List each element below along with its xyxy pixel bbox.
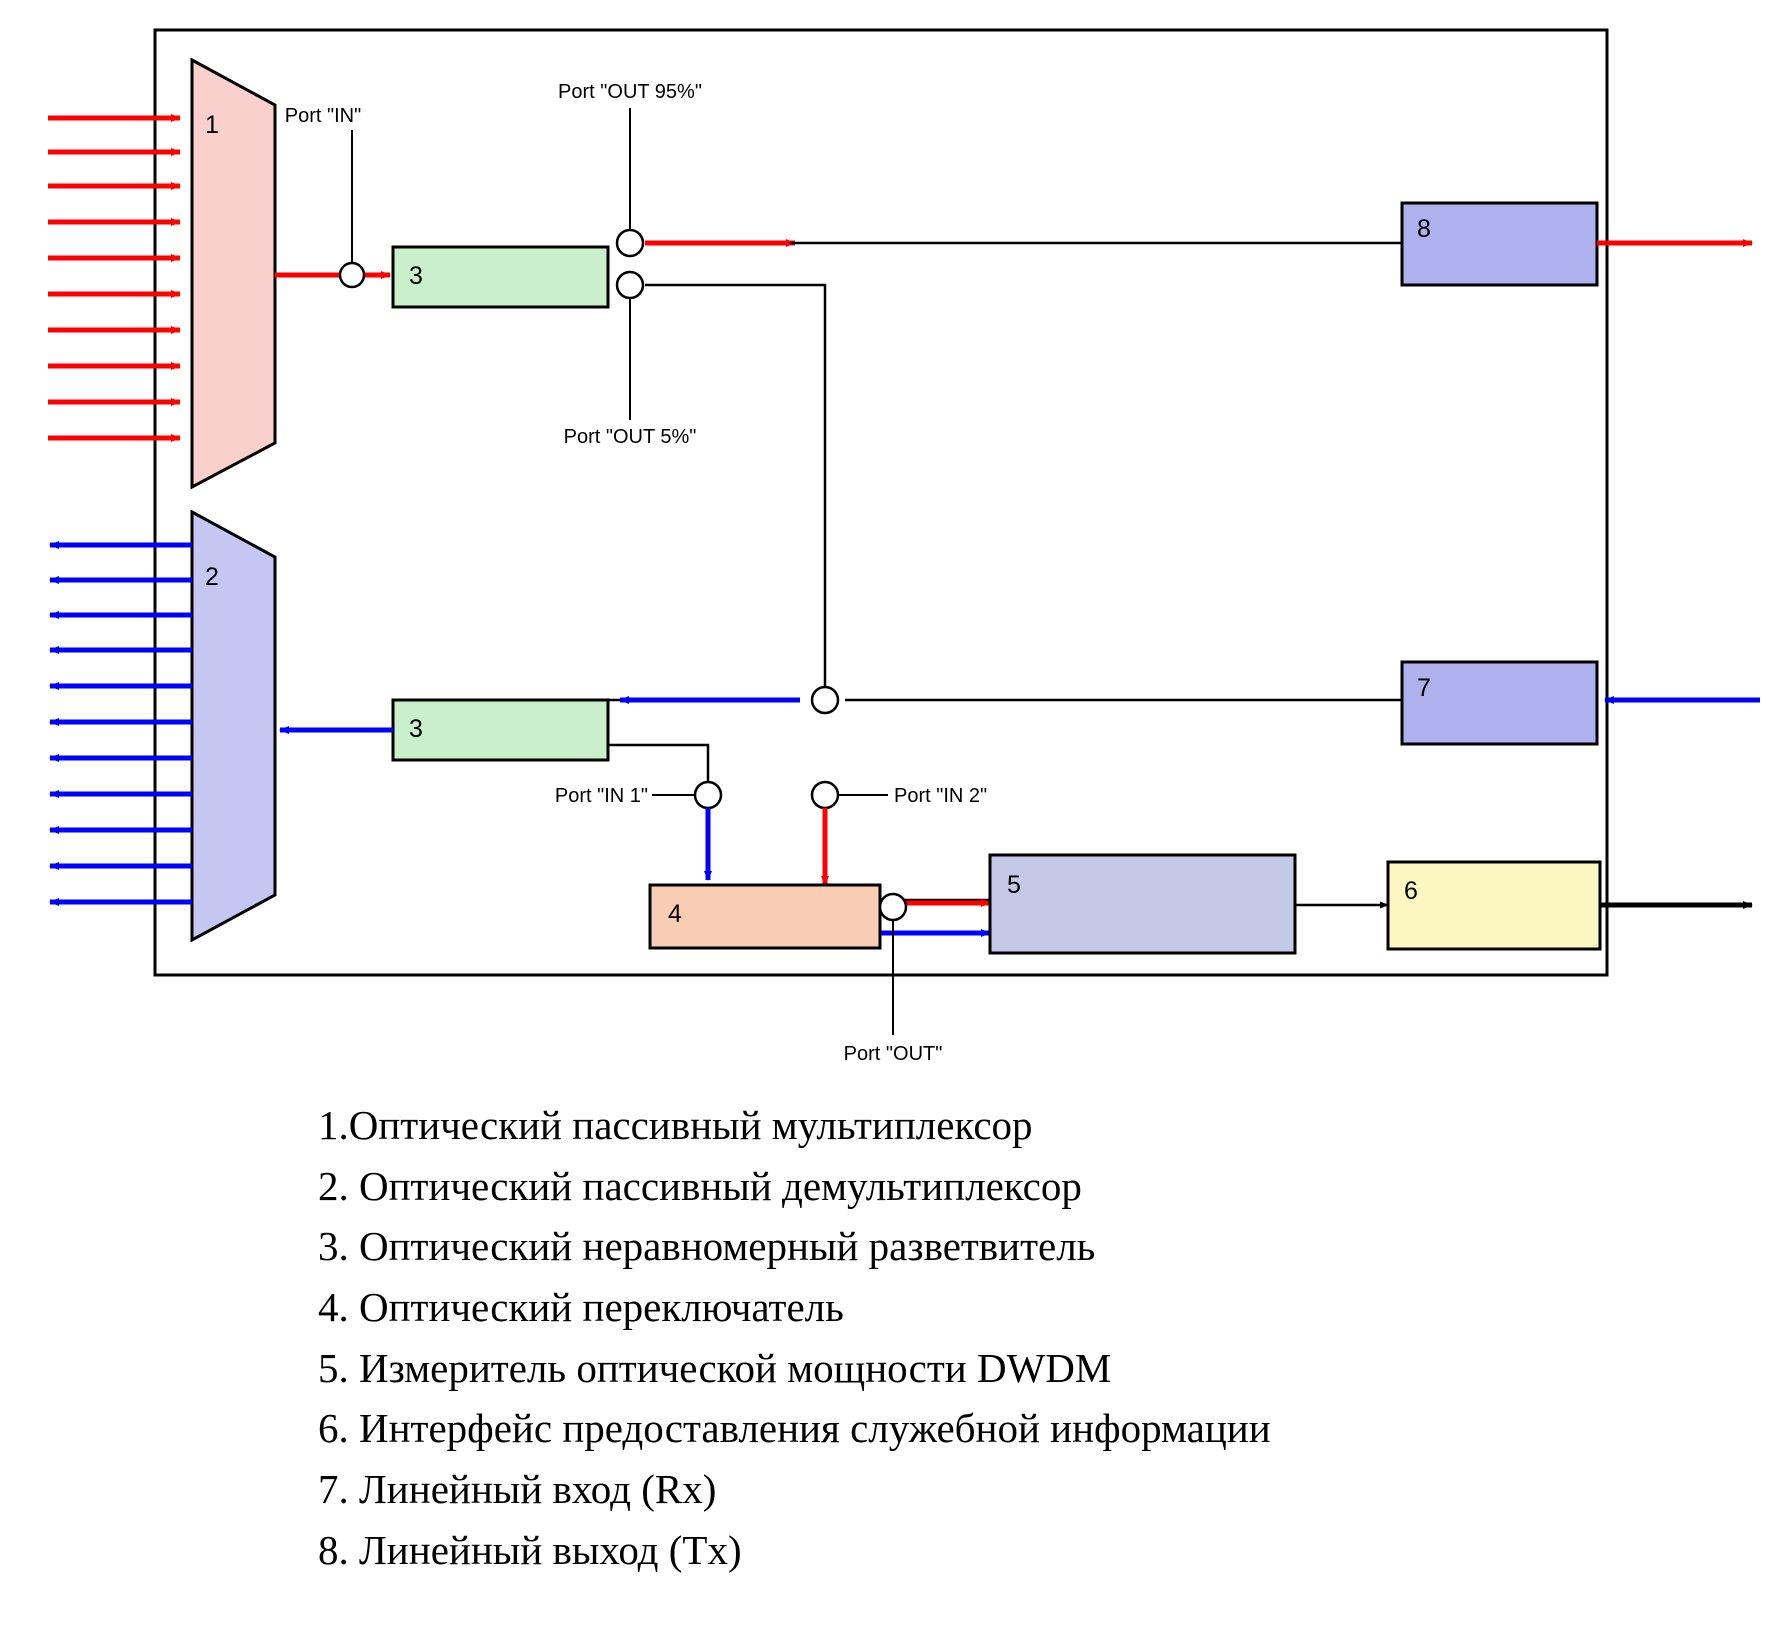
port-out5-label: Port "OUT 5%" [563,426,697,448]
block-optical-uneven-splitter-rx [393,700,608,760]
link-splitter-rx-to-in1 [608,745,708,790]
port-out5-connector-icon [617,272,643,298]
block-3b-label: 3 [409,715,423,743]
legend-item: 3. Оптический неравномерный разветвитель [318,1223,1096,1270]
block-line-output-tx [1402,203,1597,285]
legend-item: 8. Линейный выход (Tx) [318,1526,742,1573]
block-line-input-rx [1402,662,1597,744]
chassis-outline [155,30,1607,975]
port-in1-connector-icon [695,782,721,808]
port-in2-label: Port "IN 2" [894,785,988,807]
block-7-label: 7 [1417,674,1431,702]
block-5-label: 5 [1007,871,1021,899]
link-out5-to-junction [645,285,825,700]
rx-junction-node [812,687,838,713]
legend-item: 4. Оптический переключатель [318,1284,844,1331]
legend [318,1095,1618,1580]
port-in-connector-icon [340,263,364,287]
mux-input-arrows [48,118,180,438]
port-out-label: Port "OUT" [843,1043,943,1065]
port-in2-connector-icon [812,782,838,808]
legend-list [318,1095,1618,1580]
block-2-label: 2 [205,563,219,591]
block-dwdm-optical-power-meter [990,855,1295,953]
block-optical-switch [650,885,880,948]
port-in1-label: Port "IN 1" [554,785,648,807]
demux-output-arrows [50,545,192,902]
legend-item: 7. Линейный вход (Rx) [318,1466,717,1513]
block-optical-uneven-splitter-tx [393,247,608,307]
port-out-connector-icon [880,894,906,920]
block-service-information-interface [1388,862,1600,949]
legend-item: 5. Измеритель оптической мощности DWDM [318,1344,1112,1391]
block-3a-label: 3 [409,262,423,290]
block-1-label: 1 [205,111,219,139]
port-out95-label: Port "OUT 95%" [558,81,702,103]
legend-item: 1.Оптический пассивный мультиплексор [318,1102,1033,1148]
legend-item: 2. Оптический пассивный демультиплексор [318,1162,1082,1209]
port-in-label: Port "IN" [284,105,362,127]
legend-item: 6. Интерфейс предоставления служебной информации [318,1405,1271,1452]
block-6-label: 6 [1404,877,1418,905]
port-out95-connector-icon [617,230,643,256]
block-8-label: 8 [1417,215,1431,243]
block-4-label: 4 [668,900,682,928]
